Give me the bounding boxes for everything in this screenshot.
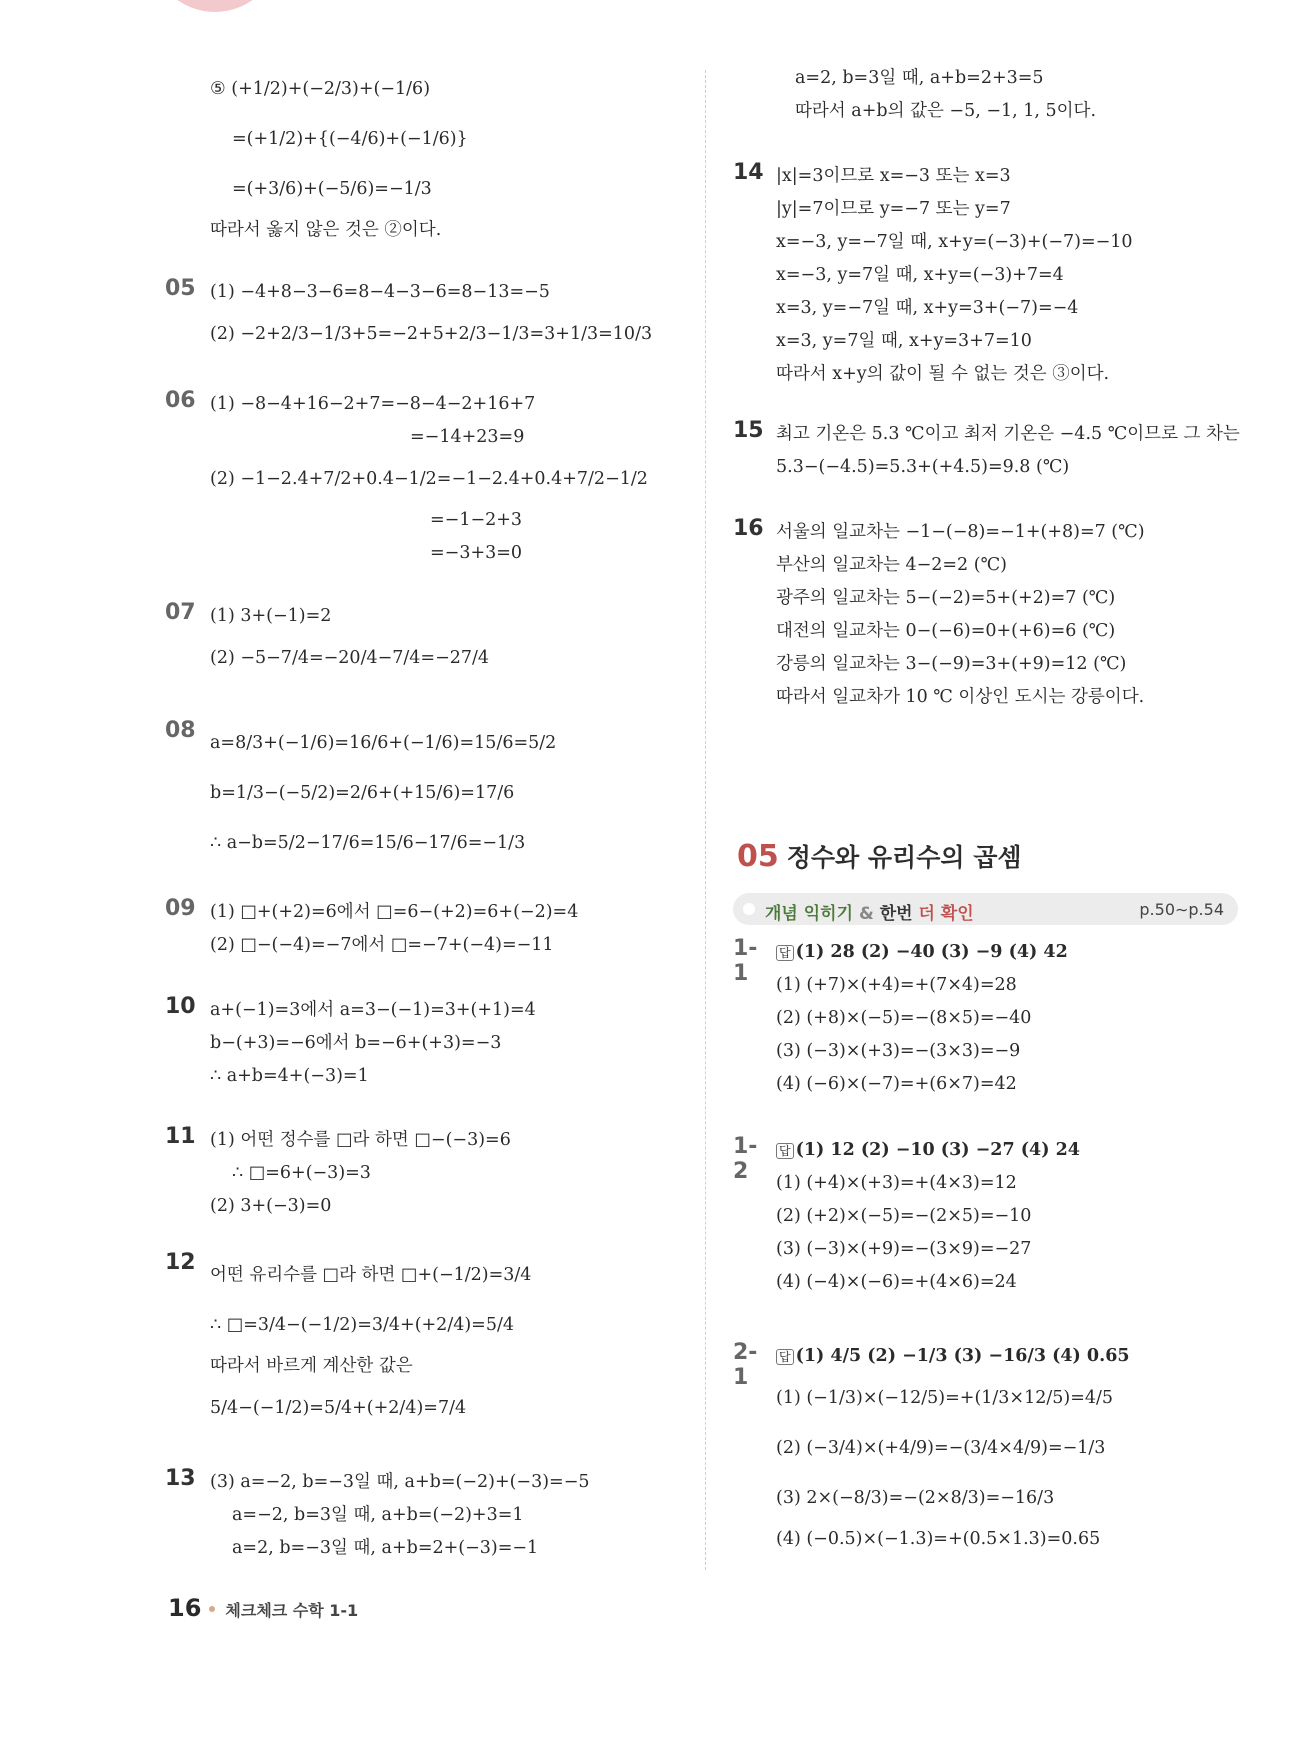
book-title: 체크체크 수학 1-1 [225,1601,359,1620]
answer-line: 대전의 일교차는 0−(−6)=0+(+6)=6 (℃) [776,621,1116,641]
page-number: 16 [168,1594,202,1622]
answer-line: 서울의 일교차는 −1−(−8)=−1+(+8)=7 (℃) [776,522,1145,542]
answer-line: (2) −5−7/4=−20/4−7/4=−27/4 [210,648,490,668]
section-title [737,838,1022,874]
answer-line: x=3, y=−7일 때, x+y=3+(−7)=−4 [776,298,1079,318]
answer-line: a=8/3+(−1/6)=16/6+(−1/6)=15/6=5/2 [210,733,557,753]
answer-line: (4) (−6)×(−7)=+(6×7)=42 [776,1074,1017,1094]
answer-line: (2) 3+(−3)=0 [210,1196,332,1216]
answer-line: (1) (+7)×(+4)=+(7×4)=28 [776,975,1017,995]
answer-line: 강릉의 일교차는 3−(−9)=3+(+9)=12 (℃) [776,654,1127,674]
answer-line: (1) −8−4+16−2+7=−8−4−2+16+7 [210,394,536,414]
concept-bar [733,893,1238,925]
q13-tail [795,62,1096,128]
page-range: p.50∼p.54 [1139,900,1224,919]
answer-line: a=2, b=−3일 때, a+b=2+(−3)=−1 [232,1538,539,1558]
answer-line: (2) (+8)×(−5)=−(8×5)=−40 [776,1008,1032,1028]
answer-line: a+(−1)=3에서 a=3−(−1)=3+(+1)=4 [210,1000,536,1020]
question-number: 06 [165,388,196,413]
question-number: 1-2 [733,1134,758,1184]
q04-tail [210,64,468,247]
answer-line: =(+3/6)+(−5/6)=−1/3 [232,179,432,199]
question-number: 05 [165,276,196,301]
answer-line: 어떤 유리수를 □라 하면 □+(−1/2)=3/4 [210,1265,532,1285]
answer-line: (4) (−4)×(−6)=+(4×6)=24 [776,1272,1017,1292]
answer-badge: 답 [776,945,794,961]
section-number: 05 [737,839,779,874]
answer-badge: 답 [776,1143,794,1159]
answer-summary [776,936,1068,969]
answer-line: (1) 어떤 정수를 □라 하면 □−(−3)=6 [210,1130,511,1150]
question-number: 14 [733,160,764,185]
answer-line: |y|=7이므로 y=−7 또는 y=7 [776,199,1011,219]
answer-line: (3) (−3)×(+3)=−(3×3)=−9 [776,1041,1021,1061]
question-number: 09 [165,896,196,921]
answer-line: (1) (−1/3)×(−12/5)=+(1/3×12/5)=4/5 [776,1388,1114,1408]
answer-line: =−14+23=9 [410,427,525,447]
column-divider [705,70,706,1570]
question-number: 13 [165,1466,196,1491]
answer-line: x=−3, y=−7일 때, x+y=(−3)+(−7)=−10 [776,232,1133,252]
question-number: 1-1 [733,936,758,986]
answer-line: (2) □−(−4)=−7에서 □=−7+(−4)=−11 [210,935,554,955]
answer-line: 광주의 일교차는 5−(−2)=5+(+2)=7 (℃) [776,588,1116,608]
question-number: 07 [165,600,196,625]
answer-line: a=−2, b=3일 때, a+b=(−2)+3=1 [232,1505,524,1525]
answer-line: x=3, y=7일 때, x+y=3+7=10 [776,331,1032,351]
answer-line: 부산의 일교차는 4−2=2 (℃) [776,555,1007,575]
answer-line: ∴ □=3/4−(−1/2)=3/4+(+2/4)=5/4 [210,1315,515,1335]
answer-line: 5.3−(−4.5)=5.3+(+4.5)=9.8 (℃) [776,457,1070,477]
answer-line: (1) −4+8−3−6=8−4−3−6=8−13=−5 [210,282,550,302]
answer-summary [776,1340,1130,1373]
answer-badge: 답 [776,1349,794,1365]
answer-line: x=−3, y=7일 때, x+y=(−3)+7=4 [776,265,1064,285]
question-number: 11 [165,1124,196,1149]
answer-line: 5/4−(−1/2)=5/4+(+2/4)=7/4 [210,1398,467,1418]
answer-line: =−1−2+3 [430,510,523,530]
answer-line: (4) (−0.5)×(−1.3)=+(0.5×1.3)=0.65 [776,1529,1101,1549]
answer-line: 따라서 바르게 계산한 값은 [210,1356,413,1376]
answer-line: (3) 2×(−8/3)=−(2×8/3)=−16/3 [776,1488,1055,1508]
answer-line: b=1/3−(−5/2)=2/6+(+15/6)=17/6 [210,783,515,803]
answer-line: (2) −1−2.4+7/2+0.4−1/2=−1−2.4+0.4+7/2−1/2 [210,469,648,489]
question-number: 10 [165,994,196,1019]
answer-line: (3) a=−2, b=−3일 때, a+b=(−2)+(−3)=−5 [210,1472,590,1492]
answer-line: (1) (+4)×(+3)=+(4×3)=12 [776,1173,1017,1193]
question-number: 2-1 [733,1340,758,1390]
answer-line: ⑤ (+1/2)+(−2/3)+(−1/6) [210,79,431,99]
footer-dot-icon [209,1606,215,1612]
answer-line: ∴ a−b=5/2−17/6=15/6−17/6=−1/3 [210,833,526,853]
question-number: 08 [165,718,196,743]
answer-line: (1) □+(+2)=6에서 □=6−(+2)=6+(−2)=4 [210,902,579,922]
answer-line: 최고 기온은 5.3 ℃이고 최저 기온은 −4.5 ℃이므로 그 차는 [776,424,1240,444]
answer-line: 따라서 일교차가 10 ℃ 이상인 도시는 강릉이다. [776,687,1145,707]
concept-label-c: 더 확인 [918,904,974,924]
answer-line: 따라서 x+y의 값이 될 수 없는 것은 ③이다. [776,364,1110,384]
answer-text: (1) 4/5 (2) −1/3 (3) −16/3 (4) 0.65 [795,1346,1130,1366]
section-title-text: 정수와 유리수의 곱셈 [786,843,1022,872]
page-footer [168,1594,358,1622]
answer-line: (1) 3+(−1)=2 [210,606,332,626]
answer-text: (1) 28 (2) −40 (3) −9 (4) 42 [795,942,1068,962]
answer-line: (2) (−3/4)×(+4/9)=−(3/4×4/9)=−1/3 [776,1438,1106,1458]
answer-line: =−3+3=0 [430,543,523,563]
answer-line: =(+1/2)+{(−4/6)+(−1/6)} [232,129,468,149]
amp-sign: & [858,904,874,924]
concept-label-a: 개념 익히기 [765,904,854,924]
answer-line: 따라서 옳지 않은 것은 ②이다. [210,220,442,240]
answer-line: (2) (+2)×(−5)=−(2×5)=−10 [776,1206,1032,1226]
answer-line: ∴ □=6+(−3)=3 [232,1163,371,1183]
top-decoration [150,0,280,12]
answer-line: 따라서 a+b의 값은 −5, −1, 1, 5이다. [795,101,1097,121]
question-number: 15 [733,418,764,443]
bullet-icon [743,903,755,915]
answer-text: (1) 12 (2) −10 (3) −27 (4) 24 [795,1140,1080,1160]
concept-label-b: 한번 [879,904,919,924]
answer-line: (2) −2+2/3−1/3+5=−2+5+2/3−1/3=3+1/3=10/3 [210,324,653,344]
answer-line: b−(+3)=−6에서 b=−6+(+3)=−3 [210,1033,502,1053]
answer-line: ∴ a+b=4+(−3)=1 [210,1066,369,1086]
answer-summary [776,1134,1080,1167]
concept-bar-label [765,899,974,924]
answer-line: |x|=3이므로 x=−3 또는 x=3 [776,166,1011,186]
question-number: 12 [165,1250,196,1275]
question-number: 16 [733,516,764,541]
answer-line: (3) (−3)×(+9)=−(3×9)=−27 [776,1239,1032,1259]
answer-line: a=2, b=3일 때, a+b=2+3=5 [795,68,1044,88]
